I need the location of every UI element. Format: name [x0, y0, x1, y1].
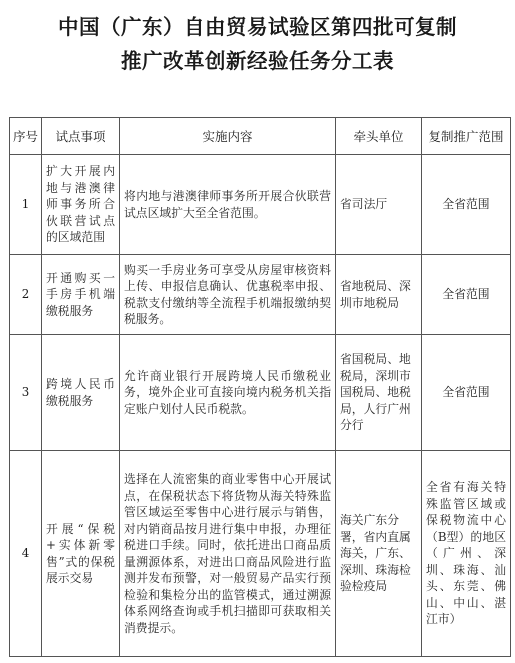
- row-item: 扩大开展内地与港澳律师事务所合伙联营试点的区域范围: [42, 155, 120, 255]
- document-title-line-1: 中国（广东）自由贸易试验区第四批可复制: [58, 15, 457, 39]
- row-seq: 4: [10, 451, 42, 657]
- row-seq: 3: [10, 335, 42, 451]
- table-row: [10, 155, 511, 255]
- row-content: 购买一手房业务可享受从房屋审核资料上传、申报信息确认、优惠税率申报、税款支付缴纳等全流程手机端报缴纳契税服务。: [120, 255, 336, 335]
- row-seq: 2: [10, 255, 42, 335]
- task-table: [9, 117, 511, 657]
- row-lead: 省国税局、地税局，深圳市国税局、地税局，人行广州分行: [336, 335, 422, 451]
- table-row: [10, 451, 511, 657]
- header-item: 试点事项: [42, 118, 120, 155]
- row-item: 开通购买一手房手机端缴税服务: [42, 255, 120, 335]
- row-content: 将内地与港澳律师事务所开展合伙联营试点区域扩大至全省范围。: [120, 155, 336, 255]
- row-content: 允许商业银行开展跨境人民币缴税业务，境外企业可直接向境内税务机关指定账户划付人民币税款。: [120, 335, 336, 451]
- row-scope: 全省范围: [422, 335, 511, 451]
- row-scope: 全省范围: [422, 155, 511, 255]
- row-lead: 海关广东分署，省内直属海关，广东、深圳、珠海检验检疫局: [336, 451, 422, 657]
- row-content: 选择在人流密集的商业零售中心开展试点，在保税状态下将货物从海关特殊监管区域运至零售中心进行展示与销售，对内销商品按月进行集中申报，办理征税进口手续。同时，依托进出口商品质量溯源体系，对进出口商品风险进行监测并发布预警，对一般贸易产品实行预检验和集检分出的监管模式，通过溯源体系网络查询或手机扫描即可获取相关消费提示。: [120, 451, 336, 657]
- row-scope: 全省有海关特殊监管区域或保税物流中心（B型）的地区（广州、深圳、珠海、汕头、东莞、佛山、中山、湛江市）: [422, 451, 511, 657]
- header-scope: 复制推广范围: [422, 118, 511, 155]
- row-item: 开展“保税+实体新零售”式的保税展示交易: [42, 451, 120, 657]
- header-row: [10, 118, 511, 155]
- table-row: [10, 255, 511, 335]
- document-title-line-2: 推广改革创新经验任务分工表: [121, 49, 394, 73]
- row-scope: 全省范围: [422, 255, 511, 335]
- row-seq: 1: [10, 155, 42, 255]
- table-row: [10, 335, 511, 451]
- header-content: 实施内容: [120, 118, 336, 155]
- row-lead: 省地税局、深圳市地税局: [336, 255, 422, 335]
- header-seq: 序号: [10, 118, 42, 155]
- row-item: 跨境人民币缴税服务: [42, 335, 120, 451]
- row-lead: 省司法厅: [336, 155, 422, 255]
- header-lead: 牵头单位: [336, 118, 422, 155]
